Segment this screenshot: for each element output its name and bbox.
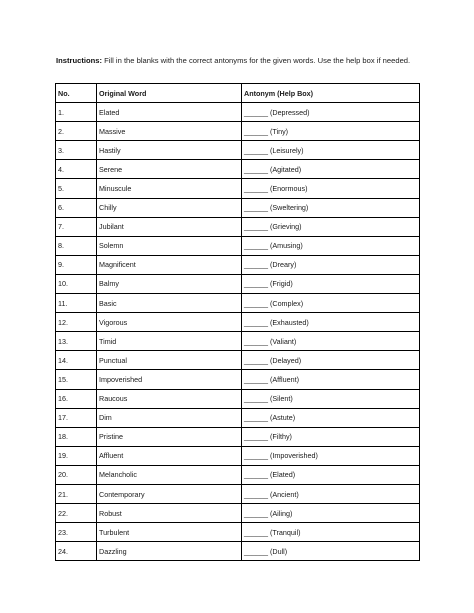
antonym-cell: ______ (Sweltering) bbox=[242, 198, 420, 217]
original-word-cell: Basic bbox=[97, 294, 242, 313]
antonym-cell: ______ (Impoverished) bbox=[242, 446, 420, 465]
antonym-cell: ______ (Leisurely) bbox=[242, 141, 420, 160]
row-number: 3. bbox=[56, 141, 97, 160]
row-number: 19. bbox=[56, 446, 97, 465]
header-antonym: Antonym (Help Box) bbox=[242, 84, 420, 103]
table-row bbox=[56, 427, 420, 446]
original-word-cell: Turbulent bbox=[97, 523, 242, 542]
antonym-table bbox=[55, 83, 420, 561]
original-word-cell: Solemn bbox=[97, 236, 242, 255]
instructions-label: Instructions: bbox=[56, 56, 102, 65]
antonym-cell: ______ (Amusing) bbox=[242, 236, 420, 255]
row-number: 2. bbox=[56, 122, 97, 141]
row-number: 11. bbox=[56, 294, 97, 313]
antonym-cell: ______ (Enormous) bbox=[242, 179, 420, 198]
table-row bbox=[56, 294, 420, 313]
original-word-cell: Elated bbox=[97, 103, 242, 122]
table-row bbox=[56, 504, 420, 523]
table-row bbox=[56, 255, 420, 274]
original-word-cell: Serene bbox=[97, 160, 242, 179]
row-number: 23. bbox=[56, 523, 97, 542]
original-word-cell: Balmy bbox=[97, 274, 242, 293]
table-row bbox=[56, 313, 420, 332]
table-row bbox=[56, 217, 420, 236]
antonym-cell: ______ (Valiant) bbox=[242, 332, 420, 351]
table-row bbox=[56, 542, 420, 561]
original-word-cell: Chilly bbox=[97, 198, 242, 217]
row-number: 22. bbox=[56, 504, 97, 523]
original-word-cell: Pristine bbox=[97, 427, 242, 446]
row-number: 16. bbox=[56, 389, 97, 408]
antonym-cell: ______ (Tranquil) bbox=[242, 523, 420, 542]
antonym-cell: ______ (Elated) bbox=[242, 465, 420, 484]
table-row bbox=[56, 274, 420, 293]
row-number: 13. bbox=[56, 332, 97, 351]
table-row bbox=[56, 122, 420, 141]
table-row bbox=[56, 389, 420, 408]
table-header-row bbox=[56, 84, 420, 103]
row-number: 4. bbox=[56, 160, 97, 179]
antonym-cell: ______ (Filthy) bbox=[242, 427, 420, 446]
table-row bbox=[56, 484, 420, 503]
antonym-cell: ______ (Complex) bbox=[242, 294, 420, 313]
row-number: 12. bbox=[56, 313, 97, 332]
table-row bbox=[56, 370, 420, 389]
row-number: 10. bbox=[56, 274, 97, 293]
original-word-cell: Dim bbox=[97, 408, 242, 427]
original-word-cell: Raucous bbox=[97, 389, 242, 408]
header-no: No. bbox=[56, 84, 97, 103]
row-number: 8. bbox=[56, 236, 97, 255]
table-row bbox=[56, 160, 420, 179]
row-number: 5. bbox=[56, 179, 97, 198]
antonym-cell: ______ (Silent) bbox=[242, 389, 420, 408]
table-row bbox=[56, 198, 420, 217]
instructions bbox=[56, 54, 416, 67]
table-row bbox=[56, 446, 420, 465]
table-row bbox=[56, 351, 420, 370]
original-word-cell: Minuscule bbox=[97, 179, 242, 198]
original-word-cell: Contemporary bbox=[97, 484, 242, 503]
original-word-cell: Hastily bbox=[97, 141, 242, 160]
original-word-cell: Robust bbox=[97, 504, 242, 523]
antonym-cell: ______ (Astute) bbox=[242, 408, 420, 427]
table-row bbox=[56, 103, 420, 122]
table-row bbox=[56, 523, 420, 542]
row-number: 17. bbox=[56, 408, 97, 427]
row-number: 9. bbox=[56, 255, 97, 274]
table-row bbox=[56, 408, 420, 427]
antonym-cell: ______ (Tiny) bbox=[242, 122, 420, 141]
table-row bbox=[56, 236, 420, 255]
original-word-cell: Magnificent bbox=[97, 255, 242, 274]
row-number: 14. bbox=[56, 351, 97, 370]
original-word-cell: Dazzling bbox=[97, 542, 242, 561]
antonym-cell: ______ (Dreary) bbox=[242, 255, 420, 274]
antonym-cell: ______ (Agitated) bbox=[242, 160, 420, 179]
row-number: 7. bbox=[56, 217, 97, 236]
antonym-cell: ______ (Dull) bbox=[242, 542, 420, 561]
original-word-cell: Jubilant bbox=[97, 217, 242, 236]
table-row bbox=[56, 332, 420, 351]
original-word-cell: Melancholic bbox=[97, 465, 242, 484]
original-word-cell: Massive bbox=[97, 122, 242, 141]
header-original-word: Original Word bbox=[97, 84, 242, 103]
antonym-cell: ______ (Ailing) bbox=[242, 504, 420, 523]
original-word-cell: Vigorous bbox=[97, 313, 242, 332]
row-number: 21. bbox=[56, 484, 97, 503]
antonym-cell: ______ (Delayed) bbox=[242, 351, 420, 370]
original-word-cell: Affluent bbox=[97, 446, 242, 465]
row-number: 18. bbox=[56, 427, 97, 446]
table-row bbox=[56, 179, 420, 198]
antonym-cell: ______ (Depressed) bbox=[242, 103, 420, 122]
antonym-cell: ______ (Frigid) bbox=[242, 274, 420, 293]
row-number: 15. bbox=[56, 370, 97, 389]
original-word-cell: Timid bbox=[97, 332, 242, 351]
original-word-cell: Punctual bbox=[97, 351, 242, 370]
table-row bbox=[56, 465, 420, 484]
instructions-text: Fill in the blanks with the correct antonyms for the given words. Use the help box if needed. bbox=[102, 56, 411, 65]
antonym-cell: ______ (Exhausted) bbox=[242, 313, 420, 332]
row-number: 1. bbox=[56, 103, 97, 122]
antonym-cell: ______ (Grieving) bbox=[242, 217, 420, 236]
antonym-cell: ______ (Affluent) bbox=[242, 370, 420, 389]
row-number: 20. bbox=[56, 465, 97, 484]
antonym-cell: ______ (Ancient) bbox=[242, 484, 420, 503]
table-row bbox=[56, 141, 420, 160]
row-number: 24. bbox=[56, 542, 97, 561]
row-number: 6. bbox=[56, 198, 97, 217]
original-word-cell: Impoverished bbox=[97, 370, 242, 389]
